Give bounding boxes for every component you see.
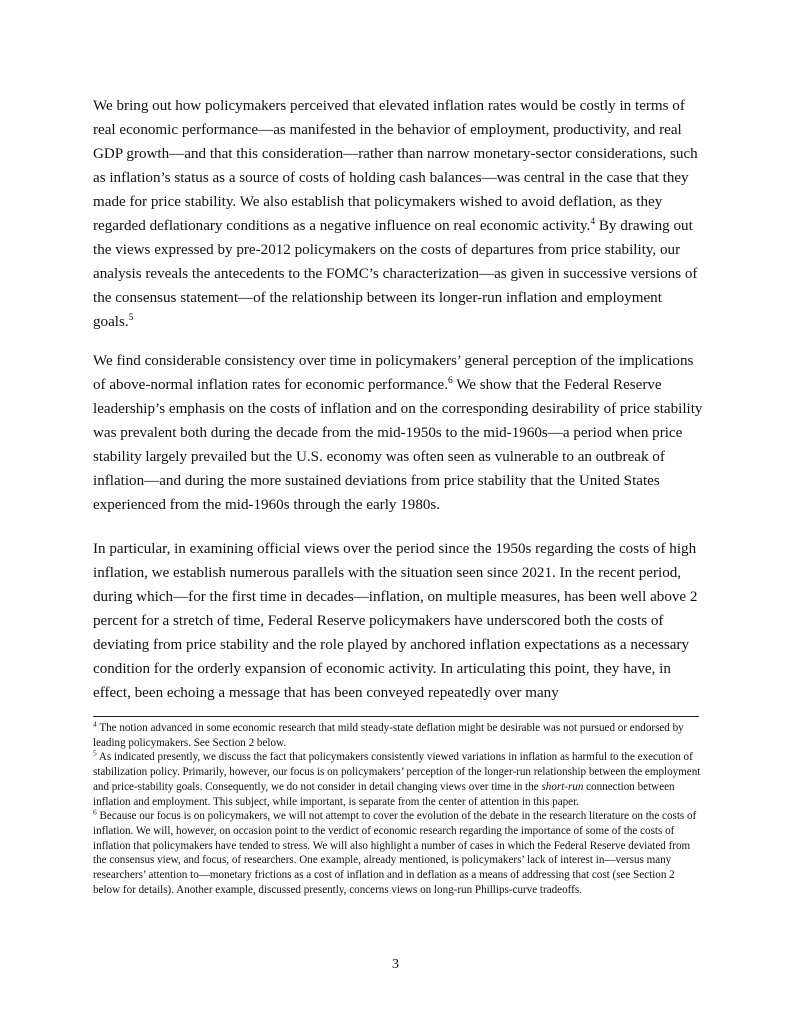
footnote-ref-4[interactable]: 4: [590, 216, 596, 227]
footnote-5: [93, 750, 703, 809]
footnote-ref-6[interactable]: 6: [447, 375, 453, 386]
paragraph-1-text-b: By drawing out the views expressed by pre-2012 policymakers on the costs of departures from price stability, our analysis reveals the antecedents to the FOMC’s characterization—as given in successive versions of the consensus statement—of the relationship between its longer-run inflation and employment goals.: [93, 218, 698, 330]
paragraph-2-text-a: We find considerable consistency over time in policymakers’ general perception of the implications of above-normal inflation rates for economic performance.: [93, 353, 694, 393]
footnote-6-text: Because our focus is on policymakers, we will not attempt to cover the evolution of the debate in the research literature on the costs of inflation. We will, however, on occasion point to the verdict of economic research regarding the importance of some of the costs of inflation that policymakers have tended to stress. We will also highlight a number of cases in which the Federal Reserve deviated from the consensus view, and focus, of researchers. One example, already mentioned, is policymakers’ lack of interest in—versus many researchers’ attention to—monetary frictions as a cost of inflation and in deflation as a means of addressing that cost (see Section 2 below for details). Another example, discussed presently, concerns views on long-run Phillips-curve tradeoffs.: [93, 810, 697, 896]
paragraph-1-text-a: We bring out how policymakers perceived that elevated inflation rates would be costly in terms of real economic performance—as manifested in the behavior of employment, productivity, and real GDP growth—and that this consideration—rather than narrow monetary-sector considerations, such as inflation’s status as a source of costs of holding cash balances—was central in the case that they made for price stability. We also establish that policymakers wished to avoid deflation, as they regarded deflationary conditions as a negative influence on real economic activity.: [93, 98, 698, 234]
body-paragraph-1: [93, 94, 705, 334]
footnote-4-text: The notion advanced in some economic research that mild steady-state deflation might be desirable was not pursued or endorsed by leading policymakers. See Section 2 below.: [93, 722, 684, 749]
footnote-5-text-a: As indicated presently, we discuss the fact that policymakers consistently viewed variations in inflation as harmful to the execution of stabilization policy. Primarily, however, our focus is on policymakers’ perception of the longer-run relationship between the employment and price-stability goals. Consequently, we do not consider in detail changing views over time in the: [93, 751, 701, 793]
footnote-ref-5[interactable]: 5: [128, 312, 134, 323]
footnote-6-number: 6: [93, 807, 97, 817]
page-number: 3: [392, 957, 399, 972]
footnote-5-text-b: connection between inflation and employment. This subject, while important, is separate from the center of attention in this paper.: [93, 780, 675, 808]
footnote-4-number: 4: [93, 719, 97, 729]
footnote-divider: [93, 716, 699, 717]
paragraph-2-text-b: We show that the Federal Reserve leadership’s emphasis on the costs of inflation and on the corresponding desirability of price stability was prevalent both during the decade from the mid-1950s to the mid-1960s—a period when price stability largely prevailed but the U.S. economy was often seen as vulnerable to an outbreak of inflation—and during the more sustained deviations from price stability that the United States experienced from the mid-1960s through the early 1980s.: [93, 377, 703, 513]
footnote-4: [93, 721, 703, 750]
footnote-5-italic: short-run: [541, 780, 584, 793]
body-paragraph-2: [93, 349, 705, 517]
footnote-6: [93, 809, 703, 897]
footnotes-section: [93, 721, 703, 897]
body-paragraph-3: In particular, in examining official views over the period since the 1950s regarding the costs of high inflation, we establish numerous parallels with the situation seen since 2021. In the recent period, during which—for the first time in decades—inflation, on multiple measures, has been well above 2 percent for a stretch of time, Federal Reserve policymakers have underscored both the costs of deviating from price stability and the role played by anchored inflation expectations as a necessary condition for the orderly expansion of economic activity. In articulating this point, they have, in effect, been echoing a message that has been conveyed repeatedly over many: [93, 541, 698, 701]
footnote-5-number: 5: [93, 748, 97, 758]
